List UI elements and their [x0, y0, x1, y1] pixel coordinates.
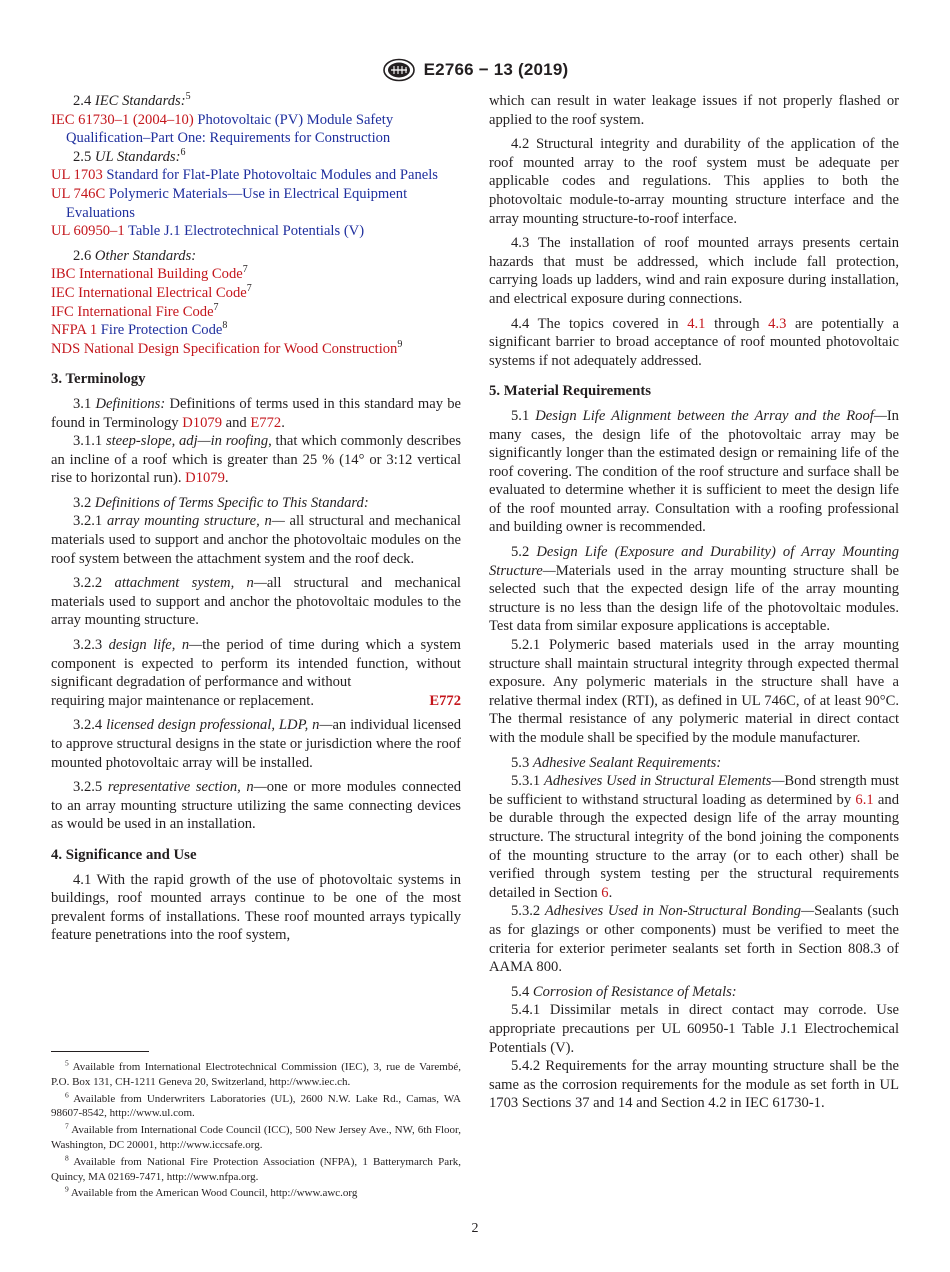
footnote-5: $^5$ Available from International Electrotechnical Commission (IEC), 3, rue de Varembé, P.O. Box 131, CH-1211 Geneva 20, Switzerland, http://www.iec.ch.: [51, 1058, 461, 1088]
reference-nfpa: NFPA 1 Fire Protection Code$^8$: [51, 320, 228, 339]
para-3-2-3: 3.2.3 design life, n—the period of time during which a system component is expected to perform its intended function, without significant degradation of performance and without requiring major maintenance or replacement. E772: [51, 637, 461, 709]
section-3-heading: 3. Terminology: [51, 371, 146, 388]
ul-746c-link[interactable]: UL 746C: [51, 185, 106, 202]
footnote-divider: [51, 1051, 149, 1052]
para-5-3-2: 5.3.2 Adhesives Used in Non-Structural Bonding—Sealants (such as for glazings or other components) must be verified to meet the criteria for exterior perimeter sealants set forth in Section 808.3 of AAMA 800.: [489, 903, 899, 976]
reference-ibc: IBC International Building Code$^7$: [51, 264, 248, 283]
section-2-5-heading: 2.5 UL Standards:$^6$: [73, 146, 186, 165]
para-5-3: 5.3 Adhesive Sealant Requirements:: [511, 754, 722, 771]
reference-nds: NDS National Design Specification for Wood Construction$^9$: [51, 338, 403, 357]
para-3-2-1: 3.2.1 array mounting structure, n— all structural and mechanical materials used to support and anchor the photovoltaic modules on the roof system between the attachment system and the roof deck.: [51, 513, 461, 567]
reference-ifc: IFC International Fire Code$^7$: [51, 301, 219, 320]
para-3-2: 3.2 Definitions of Terms Specific to This Standard:: [73, 494, 369, 511]
section-4-1-link[interactable]: 4.1: [687, 315, 706, 332]
ibc-link[interactable]: IBC: [51, 266, 76, 283]
reference-iec-61730: IEC 61730–1 (2004–10) Photovoltaic (PV) Module Safety Qualification–Part One: Requirements for Construction: [51, 111, 394, 147]
section-2-4-heading: 2.4 IEC Standards:$^5$: [73, 91, 191, 109]
reference-ul-746c: UL 746C Polymeric Materials—Use in Electrical Equipment Evaluations: [51, 185, 408, 221]
ifc-link[interactable]: IFC: [51, 303, 74, 320]
section-2-6-heading: 2.6 Other Standards:: [73, 247, 197, 264]
nfpa-link[interactable]: NFPA 1: [51, 322, 98, 339]
para-3-2-5: 3.2.5 representative section, n—one or more modules connected to an array mounting structure utilizing the same connecting devices as would be used in an installation.: [51, 779, 461, 833]
ul-60950-link[interactable]: UL 60950–1: [51, 223, 125, 240]
para-5-4: 5.4 Corrosion of Resistance of Metals:: [511, 983, 737, 1000]
footnote-7: $^7$ Available from International Code Council (ICC), 500 New Jersey Ave., NW, 6th Floor, Washington, DC 20001, http://www.iccsafe.org.: [51, 1121, 461, 1151]
footnote-9: $^9$ Available from the American Wood Council, http://www.awc.org: [65, 1184, 358, 1200]
astm-logo-icon: [382, 58, 416, 82]
ul-1703-link[interactable]: UL 1703: [51, 167, 103, 184]
para-4-3: 4.3 The installation of roof mounted arrays presents certain hazards that must be addressed, which include fall protection, carrying loads up ladders, wind and rain exposure during installation, and electrical exposure during connections.: [489, 235, 900, 307]
para-5-3-1: 5.3.1 Adhesives Used in Structural Elements—Bond strength must be sufficient to withstand structural loading as determined by 6.1 and be durable through the expected design life of the array mounting structure. The structural integrity of the bond joining the components of the mounting structure to the array (or to each other) shall be verified through system testing per the structural requirements detailed in Section 6.: [489, 773, 899, 901]
page-number: 2: [471, 1221, 479, 1236]
para-5-2: 5.2 Design Life (Exposure and Durability) of Array Mounting Structure—Materials used in the array mounting structure shall be selected such that the expected design life of the array mounting structure is no less than the design life of the photovoltaic modules. Test data from similar exposure applications is acceptable.: [489, 544, 899, 635]
footnote-8: $^8$ Available from National Fire Protection Association (NFPA), 1 Batterymarch Park, Quincy, MA 02169-7471, http://www.nfpa.org.: [51, 1153, 461, 1183]
section-6-link[interactable]: 6: [601, 884, 609, 901]
document-designation: E2766 − 13 (2019): [423, 60, 569, 79]
para-3-2-2: 3.2.2 attachment system, n—all structural and mechanical materials used to support and anchor the photovoltaic modules to the array mounting structure.: [51, 575, 461, 629]
footnotes: [51, 1060, 461, 1203]
para-5-1: 5.1 Design Life Alignment between the Array and the Roof—In many cases, the design life of the photovoltaic array may be significantly longer than the estimated design or remaining life of the roof covering. The condition of the roof structure and surface shall be evaluated to determine whether it is sufficient to meet the design life of the roof mounted array. Consultation with a roofing professional and building owner is recommended.: [489, 407, 899, 536]
e772-link[interactable]: E772: [250, 414, 282, 431]
para-5-2-1: 5.2.1 Polymeric based materials used in the array mounting structure shall maintain structural integrity through expected thermal exposure. Any polymeric materials in the structure shall have a relative thermal index (RTI), as defined in UL 746C, of at least 90°C. The thermal resistance of any polymeric material in direct contact with the module shall be specified by the module manufacturer.: [489, 637, 899, 746]
para-4-2: 4.2 Structural integrity and durability of the application of the roof mounted array to the roof system must be adequate per applicable codes and regulations. This applies to both the photovoltaic module-to-array mounting structure interface and the array mounting structure-to-roof interface.: [489, 136, 899, 227]
d1079-ref-link[interactable]: D1079: [185, 470, 225, 487]
section-4-3-link[interactable]: 4.3: [768, 315, 787, 332]
iec-61730-link[interactable]: IEC 61730–1 (2004–10): [51, 111, 194, 128]
para-3-2-4: 3.2.4 licensed design professional, LDP, n—an individual licensed to approve structural designs in the state or jurisdiction where the roof mounted photovoltaic array will be installed.: [51, 717, 461, 771]
para-5-4-2: 5.4.2 Requirements for the array mounting structure shall be the same as the corrosion requirements for the module as set forth in UL 1703 Sections 37 and 14 and Section 4.2 in IEC 61730-1.: [489, 1058, 899, 1112]
para-3-1-1: 3.1.1 steep-slope, adj—in roofing, that which commonly describes an incline of a roof which is greater than 25 % (14° or 3:12 vertical rise to horizontal run). D1079.: [51, 433, 461, 487]
d1079-link[interactable]: D1079: [182, 414, 222, 431]
para-5-4-1: 5.4.1 Dissimilar metals in direct contact may corrode. Use appropriate precautions per UL 60950-1 Table J.1 Electrochemical Potentials (V).: [489, 1002, 899, 1056]
reference-iec-code: IEC International Electrical Code$^7$: [51, 283, 252, 301]
section-4-heading: 4. Significance and Use: [51, 846, 197, 863]
section-5-heading: 5. Material Requirements: [489, 383, 652, 400]
footnote-6: $^6$ Available from Underwriters Laboratories (UL), 2600 N.W. Lake Rd., Camas, WA 98607-8542, http://www.ul.com.: [51, 1089, 461, 1120]
para-4-1: 4.1 With the rapid growth of the use of photovoltaic systems in buildings, roof mounted arrays continue to be one of the most prevalent forms of installations. These roof mounted arrays typically feature penetrations into the roof system,: [51, 871, 461, 944]
section-6-1-link[interactable]: 6.1: [855, 791, 874, 808]
iec-code-link[interactable]: IEC: [51, 284, 75, 301]
page-header: [0, 58, 950, 82]
para-3-1: 3.1 Definitions: Definitions of terms used in this standard may be found in Terminology D1079 and E772.: [51, 395, 461, 431]
para-4-4: 4.4 The topics covered in 4.1 through 4.3 are potentially a significant barrier to broad acceptance of roof mounted photovoltaic systems if not adequately addressed.: [489, 315, 900, 369]
e772-source-link[interactable]: E772: [429, 692, 461, 709]
nds-link[interactable]: NDS: [51, 340, 81, 357]
para-4-1-continued: which can result in water leakage issues if not properly flashed or applied to the roof system.: [489, 93, 899, 128]
reference-ul-60950: UL 60950–1 Table J.1 Electrotechnical Potentials (V): [51, 223, 365, 240]
reference-ul-1703: UL 1703 Standard for Flat-Plate Photovoltaic Modules and Panels: [51, 167, 438, 184]
right-column: [489, 92, 899, 1119]
left-column: [51, 92, 461, 945]
